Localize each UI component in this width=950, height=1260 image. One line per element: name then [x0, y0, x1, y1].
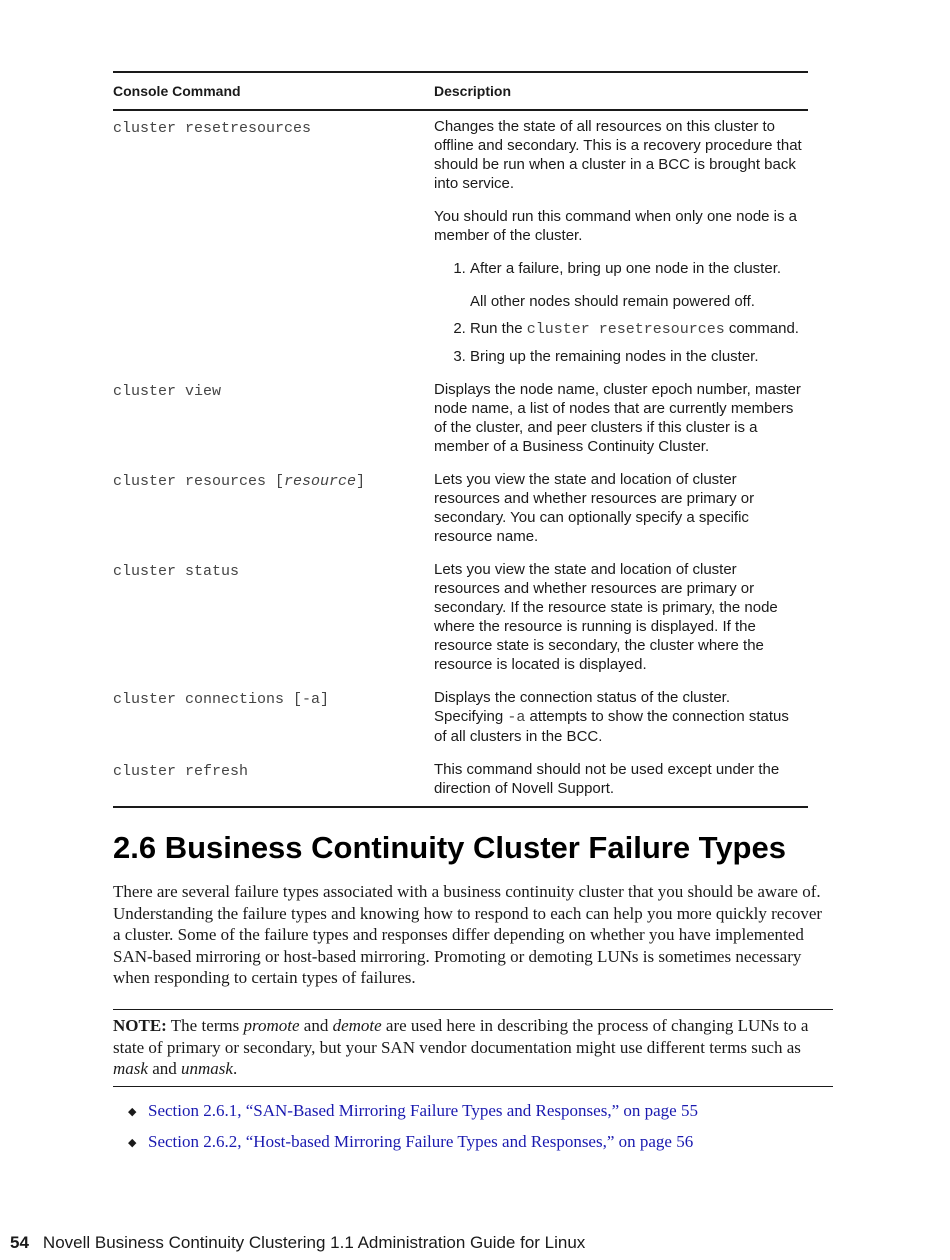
- table-row: [113, 374, 808, 464]
- command-cell: cluster resetresources: [113, 120, 312, 137]
- step-text: Bring up the remaining nodes in the cluster.: [470, 348, 759, 365]
- command-argument: resource: [284, 473, 357, 490]
- command-text: cluster resources [: [113, 473, 285, 490]
- table-header: [113, 73, 808, 111]
- description-cell: This command should not be used except under the direction of Novell Support.: [434, 761, 780, 797]
- step-text: After a failure, bring up one node in the cluster.: [470, 260, 782, 277]
- page-number: 54: [10, 1233, 29, 1252]
- list-item: [128, 1100, 698, 1123]
- header-console-command: Console Command: [113, 83, 241, 99]
- link-section-2-6-2[interactable]: Section 2.6.2, “Host-based Mirroring Failure Types and Responses,” on page 56: [148, 1132, 694, 1151]
- description-cell: Lets you view the state and location of cluster resources and whether resources are primary or secondary. You can optionally specify a specific resource name.: [434, 471, 755, 545]
- list-item: [470, 259, 802, 311]
- header-description: Description: [434, 83, 512, 99]
- table-row: [113, 682, 808, 754]
- table-row: [113, 464, 808, 554]
- inline-command: cluster resetresources: [526, 321, 725, 338]
- page-footer: [10, 1233, 585, 1253]
- description-text: Displays the connection status of the cluster. Specifying: [434, 689, 730, 725]
- note-text: and: [147, 1059, 181, 1078]
- description-cell: [434, 682, 808, 754]
- list-item: [128, 1131, 698, 1154]
- table-row: [113, 111, 808, 374]
- command-text: ]: [356, 473, 366, 490]
- description-cell: [434, 111, 808, 374]
- note-box: [113, 1009, 833, 1087]
- note-term-promote: promote: [243, 1016, 300, 1035]
- table-row: [113, 554, 808, 682]
- list-item: [470, 347, 802, 366]
- command-cell: [113, 464, 434, 554]
- command-cell: cluster status: [113, 563, 240, 580]
- note-term-demote: demote: [332, 1016, 382, 1035]
- diamond-bullet-icon: ◆: [128, 1106, 137, 1118]
- section-body: There are several failure types associated with a business continuity cluster that you should be aware of. Understanding the failure types and knowing how to respond to each can help you more quickly recover a cluster. Some of the failure types and responses differ depending on whether you have implemented SAN-based mirroring or host-based mirroring. Promoting or demoting LUNs is sometimes necessary when responding to certain types of failures.: [113, 882, 823, 987]
- note-text: and: [299, 1016, 333, 1035]
- step-subtext: All other nodes should remain powered off.: [470, 293, 755, 310]
- document-title: Novell Business Continuity Clustering 1.1 Administration Guide for Linux: [42, 1233, 586, 1252]
- list-item: [470, 319, 802, 339]
- section-heading: 2.6 Business Continuity Cluster Failure Types: [113, 830, 786, 865]
- description-text: attempts to show the connection status of all clusters in the BCC.: [434, 708, 789, 745]
- note-term-unmask: unmask: [181, 1059, 233, 1078]
- table-row: [113, 754, 808, 806]
- step-text: Run the: [470, 320, 527, 337]
- link-section-2-6-1[interactable]: Section 2.6.1, “SAN-Based Mirroring Failure Types and Responses,” on page 55: [148, 1101, 698, 1120]
- command-cell: cluster connections [-a]: [113, 691, 330, 708]
- diamond-bullet-icon: ◆: [128, 1137, 137, 1149]
- inline-option: -a: [507, 709, 526, 726]
- note-label: NOTE:: [113, 1016, 167, 1035]
- console-command-table: [113, 71, 808, 808]
- command-cell: cluster view: [113, 383, 222, 400]
- command-cell: cluster refresh: [113, 763, 249, 780]
- note-text: The terms: [166, 1016, 244, 1035]
- note-text: are used here in describing the process of changing LUNs to a state of primary or secondary, but your SAN vendor documentation might use different terms such as: [113, 1016, 809, 1057]
- description-text: You should run this command when only one node is a member of the cluster.: [434, 208, 798, 244]
- note-text: .: [232, 1059, 238, 1078]
- description-cell: Displays the node name, cluster epoch number, master node name, a list of nodes that are currently members of the cluster, and peer clusters if this cluster is a member of a Business Continuity Cluster.: [434, 381, 801, 455]
- note-term-mask: mask: [113, 1059, 148, 1078]
- steps-list: [434, 259, 802, 366]
- description-text: Changes the state of all resources on this cluster to offline and secondary. This is a recovery procedure that should be run when a cluster in a BCC is brought back into service.: [434, 118, 802, 192]
- section-links: [128, 1100, 698, 1162]
- description-cell: Lets you view the state and location of cluster resources and whether resources are primary or secondary. If the resource state is primary, the node where the resource is running is displayed. If the resource state is secondary, the cluster where the resource is located is displayed.: [434, 561, 778, 673]
- step-text: command.: [724, 320, 799, 337]
